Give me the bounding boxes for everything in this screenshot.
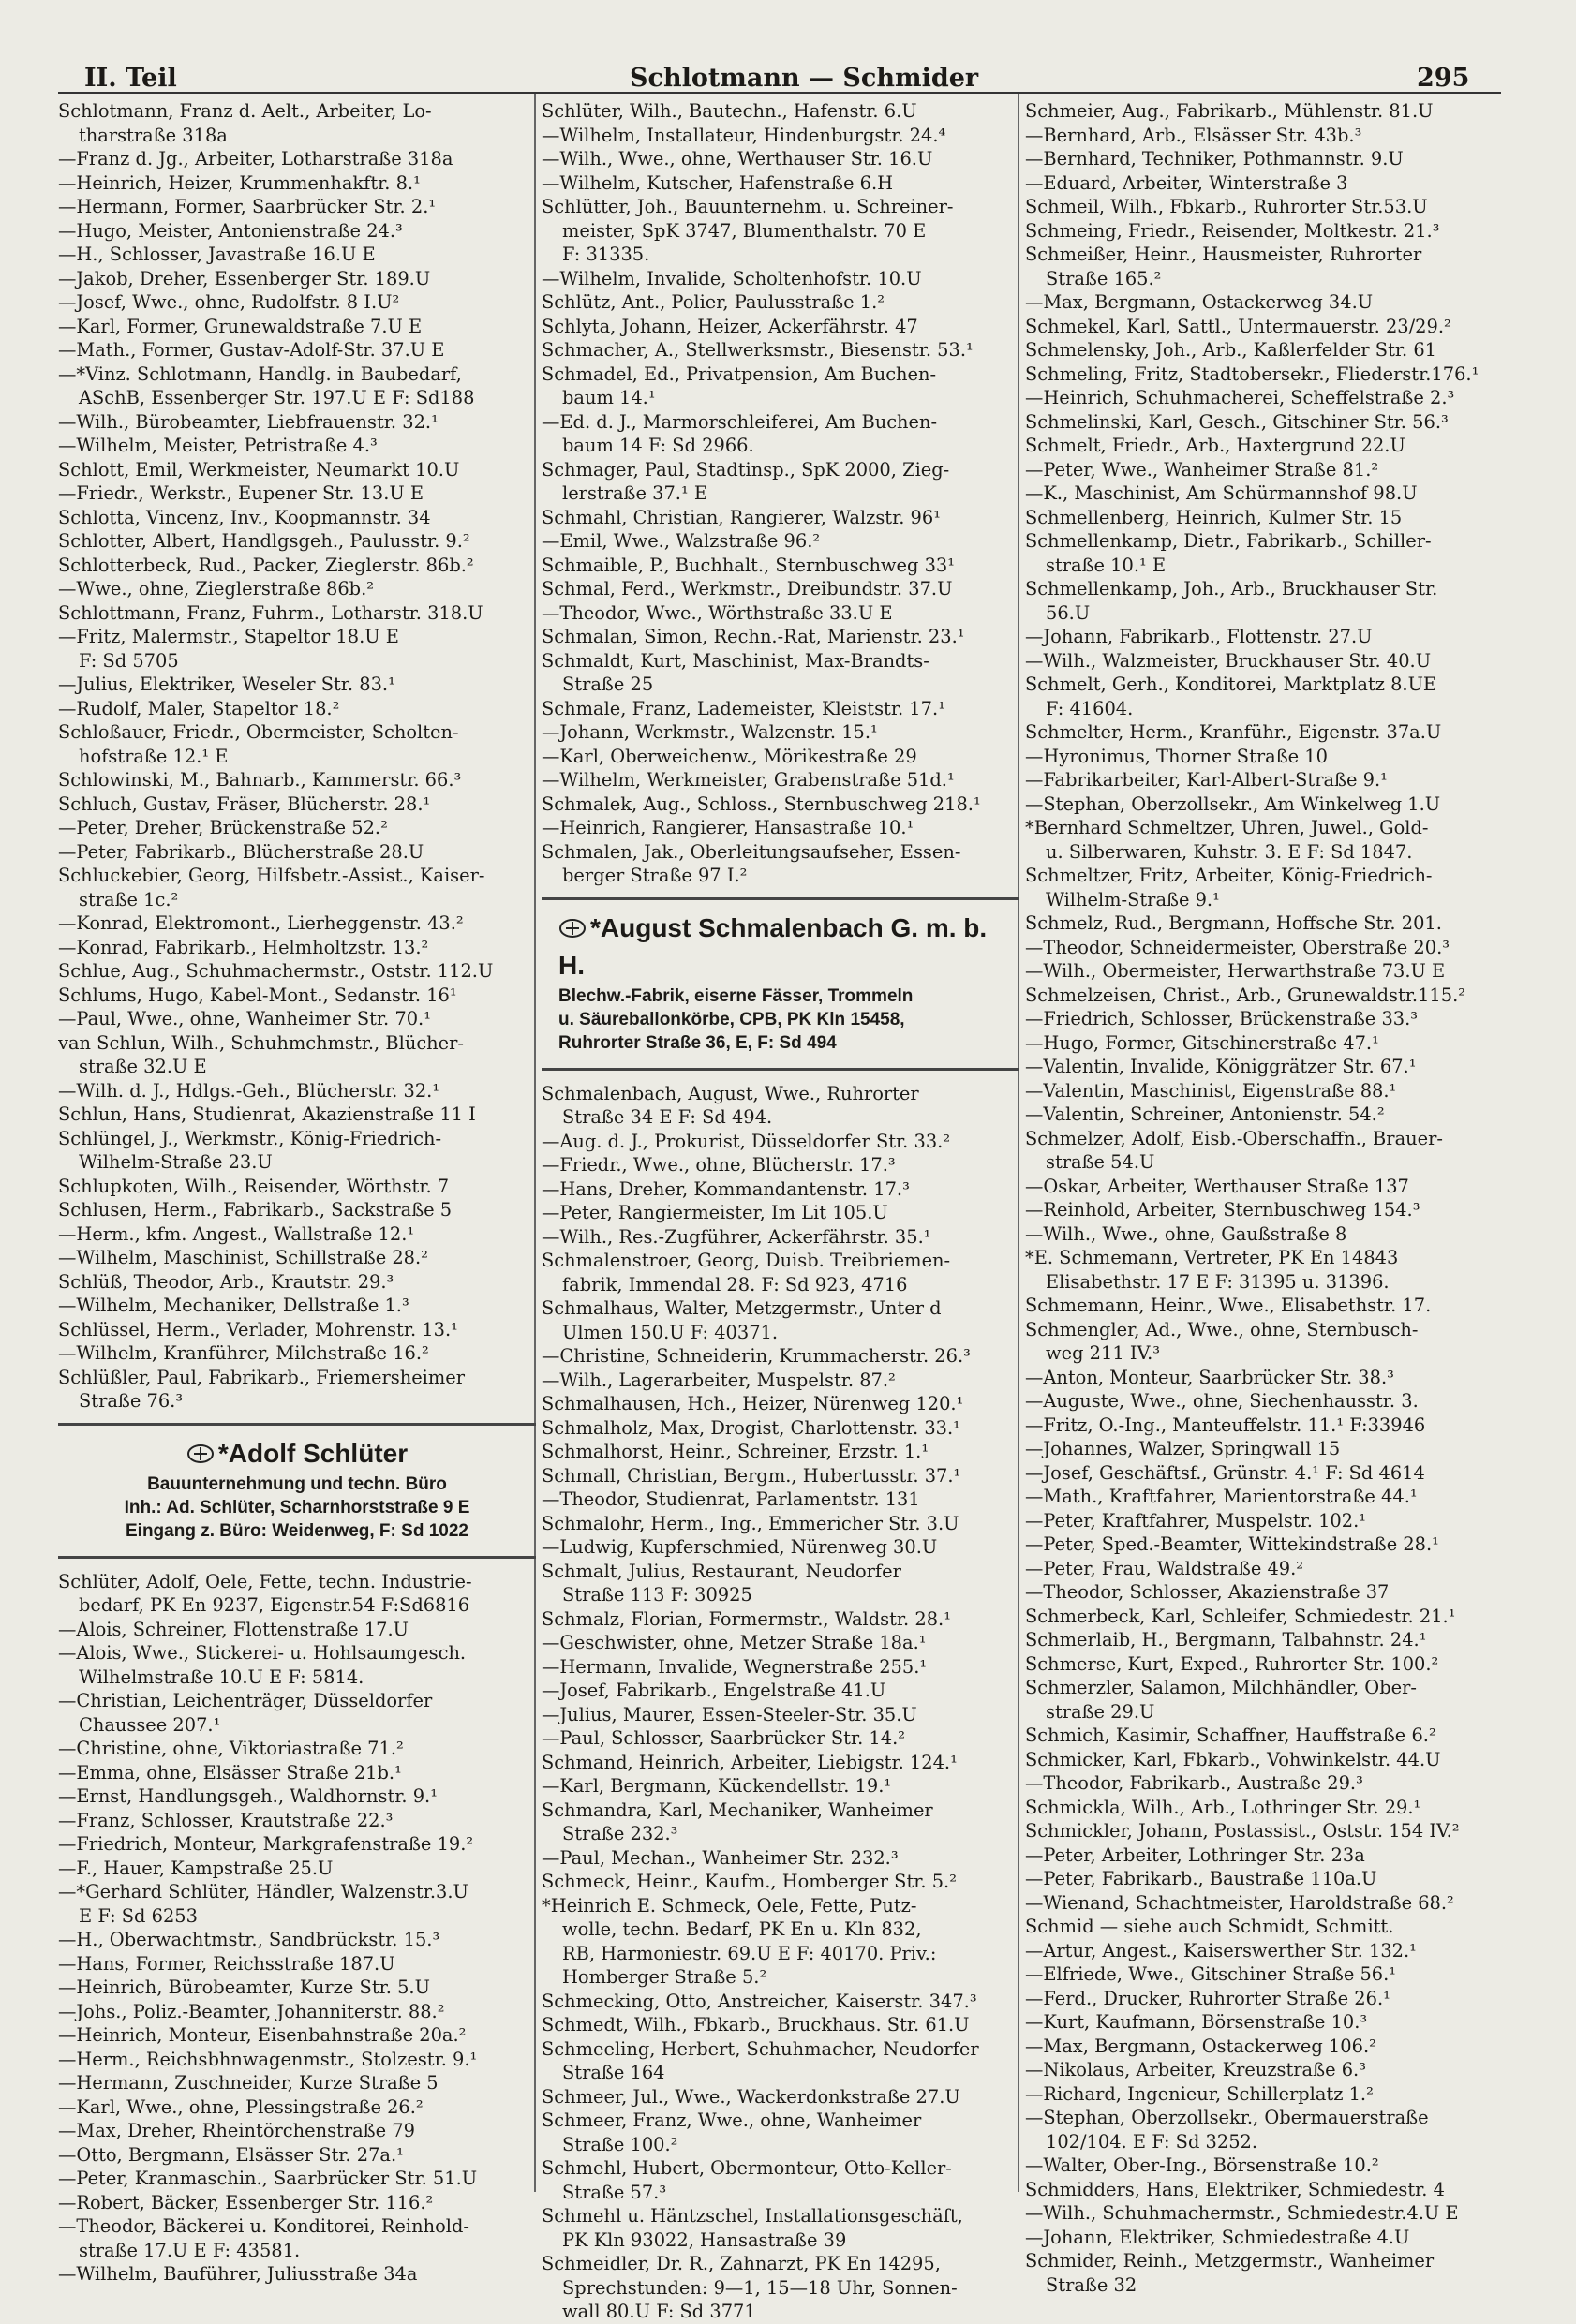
directory-entry: —Christine, ohne, Viktoriastraße 71.² — [58, 1738, 404, 1759]
directory-entry: —Friedrich, Schlosser, Brückenstraße 33.³ — [1025, 1008, 1419, 1029]
directory-entry-continuation: Straße 113 F: 30925 — [562, 1584, 752, 1606]
directory-entry: Schlun, Hans, Studienrat, Akazienstraße 11 I — [58, 1103, 476, 1125]
directory-entry: —Jakob, Dreher, Essenberger Str. 189.U — [58, 267, 431, 289]
directory-entry: —Wilh., Bürobeamter, Liebfrauenstr. 32.¹ — [58, 410, 439, 433]
directory-entry: Schmalhaus, Walter, Metzgermstr., Unter d — [542, 1297, 942, 1319]
directory-entry: Schmidders, Hans, Elektriker, Schmiedestr. 4 — [1025, 2178, 1445, 2200]
directory-entry: —Wilh., Obermeister, Herwarthstraße 73.U E — [1025, 960, 1446, 982]
directory-entry: Schmandra, Karl, Mechaniker, Wanheimer — [542, 1799, 933, 1821]
directory-entry: —Hugo, Meister, Antonienstraße 24.³ — [58, 219, 403, 242]
directory-entry-continuation: Wilhelmstraße 10.U E F: 5814. — [79, 1665, 364, 1688]
directory-entry: Schmeeling, Herbert, Schuhmacher, Neudorfer — [542, 2037, 979, 2060]
directory-entry-continuation: hofstraße 12.¹ E — [79, 745, 229, 767]
ad-line: Inh.: Ad. Schlüter, Scharnhorststraße 9 E — [124, 1497, 470, 1517]
entry-list — [542, 1082, 1019, 2324]
directory-entry: Schlusen, Herm., Fabrikarb., Sackstraße 5 — [58, 1199, 453, 1221]
directory-entry: —Theodor, Schlosser, Akazienstraße 37 — [1025, 1581, 1390, 1603]
directory-entry: —Hermann, Former, Saarbrücker Str. 2.¹ — [58, 196, 437, 217]
directory-entry: —F., Hauer, Kampstraße 25.U — [58, 1857, 334, 1879]
directory-entry: Schmalholz, Max, Drogist, Charlottenstr. 33.¹ — [542, 1416, 960, 1439]
column-3 — [1025, 99, 1503, 2297]
directory-entry-continuation: F: 41604. — [1046, 697, 1134, 719]
directory-entry: —Hans, Former, Reichsstraße 187.U — [58, 1952, 395, 1975]
directory-entry: —Peter, Kraftfahrer, Muspelstr. 102.¹ — [1025, 1509, 1367, 1532]
directory-entry-continuation: Ulmen 150.U F: 40371. — [562, 1321, 779, 1343]
directory-entry: —Bernhard, Techniker, Pothmannstr. 9.U — [1025, 148, 1404, 170]
directory-entry: Schlotter, Albert, Handlgsgeh., Paulusstr. 9.² — [58, 530, 470, 552]
directory-entry: —Richard, Ingenieur, Schillerplatz 1.² — [1025, 2082, 1374, 2105]
directory-entry: Schmalt, Julius, Restaurant, Neudorfer — [542, 1560, 901, 1582]
directory-entry: —Christian, Leichenträger, Düsseldorfer — [58, 1690, 433, 1711]
directory-entry: —Josef, Geschäftsf., Grünstr. 4.¹ F: Sd 4614 — [1025, 1461, 1425, 1484]
directory-entry: —Herm., kfm. Angest., Wallstraße 12.¹ — [58, 1222, 415, 1245]
column-2 — [542, 99, 1019, 2324]
part-label: II. Teil — [84, 64, 177, 93]
directory-entry: —Wilhelm, Invalide, Scholtenhofstr. 10.U — [542, 267, 922, 289]
directory-entry: —Fritz, O.-Ing., Manteuffelstr. 11.¹ F:33946 — [1025, 1414, 1426, 1436]
directory-entry: —Ludwig, Kupferschmied, Nürenweg 30.U — [542, 1536, 938, 1558]
directory-entry-continuation: F: Sd 5705 — [79, 649, 179, 672]
directory-entry: —Friedr., Wwe., ohne, Blücherstr. 17.³ — [542, 1154, 896, 1176]
directory-entry-continuation: Straße 100.² — [562, 2133, 678, 2155]
directory-entry: —Josef, Wwe., ohne, Rudolfstr. 8 I.U² — [58, 291, 400, 313]
directory-entry: —Peter, Kranmaschin., Saarbrücker Str. 51.U — [58, 2168, 478, 2189]
directory-entry-continuation: ASchB, Essenberger Str. 197.U E F: Sd188 — [79, 387, 475, 408]
directory-entry-continuation: wall 80.U F: Sd 3771 — [562, 2301, 756, 2322]
directory-entry: —Peter, Rangiermeister, Im Lit 105.U — [542, 1202, 888, 1223]
directory-entry: —Wilhelm, Bauführer, Juliusstraße 34a — [58, 2263, 418, 2285]
directory-entry: —Friedr., Werkstr., Eupener Str. 13.U E — [58, 482, 424, 504]
directory-entry: —Reinhold, Arbeiter, Sternbuschweg 154.³ — [1025, 1199, 1420, 1221]
directory-entry: Schmale, Franz, Lademeister, Kleiststr. 17.¹ — [542, 697, 945, 719]
ad-line: Bauunternehmung und techn. Büro — [147, 1473, 447, 1494]
directory-entry: —Fabrikarbeiter, Karl-Albert-Straße 9.¹ — [1025, 769, 1388, 791]
directory-entry: Schmelter, Herm., Kranführ., Eigenstr. 37a.U — [1025, 721, 1442, 743]
directory-entry: —Peter, Wwe., Wanheimer Straße 81.² — [1025, 458, 1379, 481]
directory-entry: van Schlun, Wilh., Schuhmchmstr., Blücher- — [58, 1031, 464, 1054]
directory-entry: Schlütter, Joh., Bauunternehm. u. Schreiner- — [542, 196, 954, 217]
directory-entry-continuation: E F: Sd 6253 — [79, 1904, 198, 1927]
directory-entry: —Paul, Mechan., Wanheimer Str. 232.³ — [542, 1846, 899, 1869]
directory-entry: —Bernhard, Arb., Elsässer Str. 43b.³ — [1025, 124, 1362, 146]
directory-entry-continuation: tharstraße 318a — [79, 124, 228, 146]
directory-entry-continuation: Chaussee 207.¹ — [79, 1713, 221, 1736]
directory-entry: —Valentin, Schreiner, Antonienstr. 54.² — [1025, 1103, 1385, 1125]
directory-entry: —Wilh., Schuhmachermstr., Schmiedestr.4.U E — [1025, 2202, 1459, 2224]
directory-entry: —Hermann, Zuschneider, Kurze Straße 5 — [58, 2072, 439, 2094]
header-rule — [58, 92, 1501, 94]
directory-entry: —Karl, Bergmann, Kückendellstr. 19.¹ — [542, 1775, 892, 1797]
directory-entry: —Wilh., Walzmeister, Bruckhauser Str. 40.U — [1025, 649, 1432, 672]
directory-entry: Schmerse, Kurt, Exped., Ruhrorter Str. 100.² — [1025, 1652, 1439, 1675]
directory-entry: —Max, Bergmann, Ostackerweg 34.U — [1025, 291, 1374, 313]
directory-entry: —Math., Kraftfahrer, Marientorstraße 44.¹ — [1025, 1486, 1418, 1507]
directory-entry-continuation: baum 14 F: Sd 2966. — [562, 435, 754, 456]
directory-entry: Schmekel, Karl, Sattl., Untermauerstr. 23/29.² — [1025, 315, 1451, 337]
directory-entry: —Julius, Maurer, Essen-Steeler-Str. 35.U — [542, 1703, 917, 1725]
directory-entry: —Stephan, Oberzollsekr., Am Winkelweg 1.U — [1025, 792, 1441, 815]
directory-entry: —Theodor, Wwe., Wörthstraße 33.U E — [542, 601, 893, 624]
directory-entry: Schmelinski, Karl, Gesch., Gitschiner Str. 56.³ — [1025, 410, 1449, 433]
directory-entry: Schmelt, Gerh., Konditorei, Marktplatz 8.UE — [1025, 674, 1437, 695]
directory-entry: Schmerlaib, H., Bergmann, Talbahnstr. 24.¹ — [1025, 1629, 1427, 1650]
directory-entry: Schlütz, Ant., Polier, Paulusstraße 1.² — [542, 291, 885, 313]
directory-entry: —Anton, Monteur, Saarbrücker Str. 38.³ — [1025, 1366, 1394, 1388]
directory-entry: —Max, Bergmann, Ostackerweg 106.² — [1025, 2035, 1376, 2057]
directory-entry: Schlotmann, Franz d. Aelt., Arbeiter, Lo- — [58, 100, 432, 122]
directory-entry: —Wilhelm, Meister, Petristraße 4.³ — [58, 435, 378, 456]
directory-entry: Schlue, Aug., Schuhmachermstr., Oststr. 112.U — [58, 960, 494, 982]
directory-entry: Schmahl, Christian, Rangierer, Walzstr. 96¹ — [542, 506, 941, 528]
directory-entry: —Eduard, Arbeiter, Winterstraße 3 — [1025, 171, 1348, 194]
directory-entry: *Bernhard Schmeltzer, Uhren, Juwel., Gold- — [1025, 817, 1429, 838]
directory-entry: —Karl, Oberweichenw., Mörikestraße 29 — [542, 745, 917, 767]
directory-entry: —Wilhelm, Kranführer, Milchstraße 16.² — [58, 1342, 429, 1364]
directory-entry: —Otto, Bergmann, Elsässer Str. 27a.¹ — [58, 2143, 404, 2166]
directory-entry-continuation: wolle, techn. Bedarf, PK En u. Kln 832, — [562, 1918, 922, 1940]
directory-entry: —Wilhelm, Werkmeister, Grabenstraße 51d.¹ — [542, 769, 955, 791]
directory-entry: —Alois, Wwe., Stickerei- u. Hohlsaumgesch. — [58, 1642, 467, 1664]
ad-line: Ruhrorter Straße 36, E, F: Sd 494 — [558, 1032, 837, 1053]
directory-entry: Schluckebier, Georg, Hilfsbetr.-Assist., Kaiser- — [58, 865, 485, 886]
directory-entry: —Peter, Fabrikarb., Baustraße 110a.U — [1025, 1868, 1377, 1889]
directory-entry-continuation: Homberger Straße 5.² — [562, 1966, 767, 1988]
directory-entry-continuation: Straße 32 — [1046, 2273, 1137, 2296]
directory-entry-continuation: Straße 165.² — [1046, 267, 1162, 289]
directory-entry-continuation: meister, SpK 3747, Blumenthalstr. 70 E — [562, 219, 927, 242]
directory-entry-continuation: fabrik, Immendal 28. F: Sd 923, 4716 — [562, 1273, 908, 1295]
directory-entry: Schlums, Hugo, Kabel-Mont., Sedanstr. 16¹ — [58, 984, 457, 1006]
directory-entry: Schloßauer, Friedr., Obermeister, Scholten- — [58, 721, 459, 743]
ad-line: u. Säureballonkörbe, CPB, PK Kln 15458, — [558, 1009, 905, 1029]
ad-line: Eingang z. Büro: Weidenweg, F: Sd 1022 — [126, 1520, 468, 1541]
directory-entry: —Emma, ohne, Elsässer Straße 21b.¹ — [58, 1761, 402, 1784]
directory-entry: —Wilhelm, Installateur, Hindenburgstr. 24.⁴ — [542, 124, 946, 146]
directory-entry: Schmaldt, Kurt, Maschinist, Max-Brandts- — [542, 649, 929, 672]
directory-entry: Schmalek, Aug., Schloss., Sternbuschweg 218.¹ — [542, 792, 981, 815]
directory-entry: Schmelzeisen, Christ., Arb., Grunewaldstr.115.² — [1025, 984, 1466, 1006]
directory-entry: Schmalhausen, Hch., Heizer, Nürenweg 120.¹ — [542, 1393, 964, 1414]
directory-entry: —Theodor, Bäckerei u. Konditorei, Reinhold- — [58, 2215, 469, 2237]
directory-entry: —Herm., Reichsbhnwagenmstr., Stolzestr. 9.¹ — [58, 2048, 478, 2070]
directory-entry: —Wilh., Wwe., ohne, Gaußstraße 8 — [1025, 1222, 1347, 1245]
directory-entry-continuation: 102/104. E F: Sd 3252. — [1046, 2130, 1258, 2153]
directory-entry: —Franz, Schlosser, Krautstraße 22.³ — [58, 1809, 394, 1831]
directory-entry: —Valentin, Maschinist, Eigenstraße 88.¹ — [1025, 1079, 1397, 1102]
directory-entry: —Hermann, Invalide, Wegnerstraße 255.¹ — [542, 1655, 928, 1678]
directory-entry: —Valentin, Invalide, Königgrätzer Str. 67.¹ — [1025, 1056, 1417, 1077]
directory-entry-continuation: baum 14.¹ — [562, 387, 656, 408]
directory-entry-continuation: straße 29.U — [1046, 1700, 1155, 1723]
directory-entry: —Ernst, Handlungsgeh., Waldhornstr. 9.¹ — [58, 1785, 438, 1807]
directory-entry: —Geschwister, ohne, Metzer Straße 18a.¹ — [542, 1632, 927, 1653]
directory-entry: Schmerzler, Salamon, Milchhändler, Ober- — [1025, 1677, 1417, 1698]
directory-entry: Schluch, Gustav, Fräser, Blücherstr. 28.¹ — [58, 792, 431, 815]
directory-entry: Schmalohr, Herm., Ing., Emmericher Str. 3.U — [542, 1512, 959, 1534]
directory-entry: Schmid — siehe auch Schmidt, Schmitt. — [1025, 1916, 1394, 1937]
directory-entry: —Math., Former, Gustav-Adolf-Str. 37.U E — [58, 339, 445, 361]
directory-entry: —Paul, Schlosser, Saarbrücker Str. 14.² — [542, 1727, 906, 1749]
directory-entry: Schmeidler, Dr. R., Zahnarzt, PK En 14295, — [542, 2253, 941, 2274]
directory-entry-continuation: straße 10.¹ E — [1046, 554, 1167, 576]
directory-entry: —Max, Dreher, Rheintörchenstraße 79 — [58, 2120, 415, 2141]
directory-entry: Schmalhorst, Heinr., Schreiner, Erzstr. 1.¹ — [542, 1441, 929, 1462]
directory-entry: —Wilhelm, Mechaniker, Dellstraße 1.³ — [58, 1295, 409, 1316]
directory-entry: —*Vinz. Schlotmann, Handlg. in Baubedarf, — [58, 363, 462, 385]
directory-entry: Schmellenkamp, Dietr., Fabrikarb., Schiller- — [1025, 530, 1432, 552]
directory-entry: Schmellenkamp, Joh., Arb., Bruckhauser Str. — [1025, 578, 1438, 600]
directory-entry: Schlüssel, Herm., Verlader, Mohrenstr. 13.¹ — [58, 1318, 458, 1340]
directory-entry: —Peter, Fabrikarb., Blücherstraße 28.U — [58, 840, 424, 863]
directory-entry: Schmeck, Heinr., Kaufm., Homberger Str. 5.² — [542, 1871, 957, 1892]
directory-entry: —Ferd., Drucker, Ruhrorter Straße 26.¹ — [1025, 1987, 1390, 2009]
directory-entry: Schmelzer, Adolf, Eisb.-Oberschaffn., Brauer- — [1025, 1127, 1443, 1149]
directory-entry: Schmalan, Simon, Rechn.-Rat, Marienstr. 23.¹ — [542, 626, 965, 647]
directory-entry: —K., Maschinist, Am Schürmannshof 98.U — [1025, 482, 1418, 504]
firm-logo-icon — [558, 918, 587, 939]
directory-entry: —Johann, Werkmstr., Walzenstr. 15.¹ — [542, 721, 878, 743]
directory-entry: Schlottmann, Franz, Fuhrm., Lotharstr. 318.U — [58, 601, 483, 624]
directory-entry: —Fritz, Malermstr., Stapeltor 18.U E — [58, 626, 399, 647]
directory-entry: Schmecking, Otto, Anstreicher, Kaiserstr. 347.³ — [542, 1990, 977, 2012]
directory-entry: Schmedt, Wilh., Fbkarb., Bruckhaus. Str. 61.U — [542, 2014, 970, 2035]
directory-entry: Schmacher, A., Stellwerksmstr., Biesenstr. 53.¹ — [542, 339, 974, 361]
entry-list — [58, 1570, 536, 2287]
directory-entry-continuation: straße 54.U — [1046, 1151, 1155, 1173]
directory-entry: Schmellenberg, Heinrich, Kulmer Str. 15 — [1025, 506, 1403, 528]
directory-entry: —Emil, Wwe., Walzstraße 96.² — [542, 530, 821, 552]
directory-entry: —Peter, Frau, Waldstraße 49.² — [1025, 1557, 1304, 1579]
directory-entry: —Elfriede, Wwe., Gitschiner Straße 56.¹ — [1025, 1963, 1397, 1985]
directory-entry: —*Gerhard Schlüter, Händler, Walzenstr.3.U — [58, 1881, 468, 1902]
directory-entry: —Franz d. Jg., Arbeiter, Lotharstraße 318a — [58, 148, 453, 170]
directory-entry-continuation: Wilhelm-Straße 23.U — [79, 1151, 273, 1173]
directory-entry: Schmalen, Jak., Oberleitungsaufseher, Essen- — [542, 840, 961, 863]
directory-entry: Schmeier, Aug., Fabrikarb., Mühlenstr. 81.U — [1025, 100, 1434, 122]
directory-entry: Schmager, Paul, Stadtinsp., SpK 2000, Zieg- — [542, 458, 950, 481]
directory-entry: Schmadel, Ed., Privatpension, Am Buchen- — [542, 363, 937, 385]
directory-entry: Schmengler, Ad., Wwe., ohne, Sternbusch- — [1025, 1318, 1419, 1340]
directory-entry: Schmider, Reinh., Metzgermstr., Wanheimer — [1025, 2250, 1435, 2272]
directory-entry: —Karl, Former, Grunewaldstraße 7.U E — [58, 315, 423, 337]
directory-entry-continuation: Straße 164 — [562, 2062, 665, 2083]
directory-entry: —Johannes, Walzer, Springwall 15 — [1025, 1438, 1341, 1459]
directory-entry: —Julius, Elektriker, Weseler Str. 83.¹ — [58, 674, 395, 695]
directory-entry: Schmalenstroer, Georg, Duisb. Treibriemen- — [542, 1250, 951, 1271]
column-1 — [58, 99, 536, 2287]
directory-entry: —Walter, Ober-Ing., Börsenstraße 10.² — [1025, 2154, 1379, 2176]
directory-entry-continuation: u. Silberwaren, Kuhstr. 3. E F: Sd 1847. — [1046, 840, 1413, 863]
directory-entry-continuation: Straße 34 E F: Sd 494. — [562, 1106, 773, 1128]
directory-entry: Schmeltzer, Fritz, Arbeiter, König-Friedrich- — [1025, 865, 1433, 886]
directory-entry: —Konrad, Elektromont., Lierheggenstr. 43.² — [58, 912, 464, 934]
directory-entry: —Wilh., Res.-Zugführer, Ackerfährstr. 35.¹ — [542, 1225, 931, 1248]
directory-entry-continuation: F: 31335. — [562, 244, 650, 265]
directory-entry: —Paul, Wwe., ohne, Wanheimer Str. 70.¹ — [58, 1008, 431, 1029]
directory-entry: —Rudolf, Maler, Stapeltor 18.² — [58, 697, 340, 719]
running-title: Schlotmann — Schmider — [630, 64, 979, 93]
directory-entry-continuation: bedarf, PK En 9237, Eigenstr.54 F:Sd6816 — [79, 1594, 470, 1616]
directory-entry-continuation: Straße 57.³ — [562, 2181, 667, 2203]
directory-entry: Schlupkoten, Wilh., Reisender, Wörthstr. 7 — [58, 1175, 450, 1197]
directory-entry: —Johann, Fabrikarb., Flottenstr. 27.U — [1025, 626, 1373, 647]
directory-entry: —Theodor, Fabrikarb., Austraße 29.³ — [1025, 1772, 1363, 1794]
directory-entry: —Wilh., Wwe., ohne, Werthauser Str. 16.U — [542, 148, 933, 170]
directory-entry-continuation: straße 1c.² — [79, 888, 179, 910]
directory-entry: —Alois, Schreiner, Flottenstraße 17.U — [58, 1618, 409, 1640]
directory-entry: Schmicker, Karl, Fbkarb., Vohwinkelstr. 44.U — [1025, 1748, 1441, 1770]
directory-entry: —Auguste, Wwe., ohne, Siechenhausstr. 3. — [1025, 1390, 1419, 1412]
directory-entry: Schmeling, Fritz, Stadtobersekr., Fliederstr.176.¹ — [1025, 363, 1479, 385]
directory-entry: —Konrad, Fabrikarb., Helmholtzstr. 13.² — [58, 936, 429, 958]
directory-entry-continuation: PK Kln 93022, Hansastraße 39 — [562, 2228, 847, 2251]
entry-list — [58, 99, 536, 1414]
directory-entry: —Johs., Poliz.-Beamter, Johanniterstr. 88.² — [58, 2000, 445, 2022]
directory-entry-continuation: Wilhelm-Straße 9.¹ — [1046, 888, 1220, 910]
advertisement-box — [542, 897, 1019, 1071]
directory-entry: —Heinrich, Schuhmacherei, Scheffelstraße 2.³ — [1025, 387, 1455, 408]
ad-firm-name: *Adolf Schlüter — [217, 1438, 409, 1468]
directory-entry: *Heinrich E. Schmeck, Oele, Fette, Putz- — [542, 1894, 917, 1917]
directory-entry: Schmeer, Jul., Wwe., Wackerdonkstraße 27.U — [542, 2085, 960, 2108]
directory-entry: Schmehl u. Häntzschel, Installationsgeschäft, — [542, 2205, 963, 2227]
directory-entry: Schmaible, P., Buchhalt., Sternbuschweg 33¹ — [542, 554, 956, 576]
directory-entry-continuation: lerstraße 37.¹ E — [562, 482, 708, 504]
directory-entry: Schmeer, Franz, Wwe., ohne, Wanheimer — [542, 2109, 922, 2131]
directory-entry: Schlüß, Theodor, Arb., Krautstr. 29.³ — [58, 1270, 394, 1293]
directory-entry: —Hugo, Former, Gitschinerstraße 47.¹ — [1025, 1031, 1379, 1054]
directory-entry: —Oskar, Arbeiter, Werthauser Straße 137 — [1025, 1175, 1409, 1197]
directory-entry: Schlüngel, J., Werkmstr., König-Friedrich- — [58, 1127, 442, 1149]
directory-entry: —Kurt, Kaufmann, Börsenstraße 10.³ — [1025, 2011, 1368, 2033]
advertisement-box — [58, 1423, 536, 1559]
directory-entry: —Wilh. d. J., Hdlgs.-Geh., Blücherstr. 32.¹ — [58, 1079, 440, 1102]
directory-entry-continuation: 56.U — [1046, 601, 1091, 624]
directory-entry: —Robert, Bäcker, Essenberger Str. 116.² — [58, 2191, 434, 2213]
directory-entry: —Wilh., Lagerarbeiter, Muspelstr. 87.² — [542, 1369, 896, 1391]
directory-entry-continuation: Sprechstunden: 9—1, 15—18 Uhr, Sonnen- — [562, 2276, 958, 2299]
directory-entry: Schmelensky, Joh., Arb., Kaßlerfelder Str. 61 — [1025, 339, 1437, 361]
directory-entry: Schmich, Kasimir, Schaffner, Hauffstraße 6.² — [1025, 1724, 1436, 1746]
firm-logo-icon — [186, 1443, 215, 1464]
directory-entry: Schlüter, Adolf, Oele, Fette, techn. Industrie- — [58, 1570, 472, 1592]
directory-entry: Schmalenbach, August, Wwe., Ruhrorter — [542, 1082, 919, 1104]
directory-entry: Schlotta, Vincenz, Inv., Koopmannstr. 34 — [58, 506, 431, 528]
directory-entry: Schmemann, Heinr., Wwe., Elisabethstr. 17. — [1025, 1295, 1432, 1316]
directory-entry: Schmehl, Hubert, Obermonteur, Otto-Keller- — [542, 2157, 952, 2179]
directory-entry: —Ed. d. J., Marmorschleiferei, Am Buchen- — [542, 410, 938, 433]
directory-entry-continuation: berger Straße 97 I.² — [562, 865, 748, 886]
directory-entry: —Peter, Arbeiter, Lothringer Str. 23a — [1025, 1843, 1365, 1866]
directory-entry: Schmeißer, Heinr., Hausmeister, Ruhrorter — [1025, 244, 1422, 265]
directory-entry: —Wwe., ohne, Zieglerstraße 86b.² — [58, 578, 375, 600]
directory-entry: Schmal, Ferd., Werkmstr., Dreibundstr. 37.U — [542, 578, 953, 600]
directory-entry: Schmeing, Friedr., Reisender, Moltkestr. 21.³ — [1025, 219, 1440, 242]
page-number: 295 — [1417, 64, 1470, 93]
directory-entry-continuation: Straße 232.³ — [562, 1823, 678, 1844]
directory-entry-continuation: straße 32.U E — [79, 1056, 207, 1077]
directory-entry: Schmall, Christian, Bergm., Hubertusstr. 37.¹ — [542, 1464, 961, 1487]
directory-entry: —Josef, Fabrikarb., Engelstraße 41.U — [542, 1680, 886, 1701]
directory-entry: —Christine, Schneiderin, Krummacherstr. 26.³ — [542, 1345, 971, 1367]
directory-entry: Schlowinski, M., Bahnarb., Kammerstr. 66.³ — [58, 769, 462, 791]
directory-entry: Schmand, Heinrich, Arbeiter, Liebigstr. 124.¹ — [542, 1751, 958, 1773]
entry-list — [1025, 99, 1503, 2297]
directory-entry: —Karl, Wwe., ohne, Plessingstraße 26.² — [58, 2095, 424, 2118]
directory-entry: —Peter, Sped.-Beamter, Wittekindstraße 28.¹ — [1025, 1533, 1439, 1555]
directory-entry: Schmelz, Rud., Bergmann, Hoffsche Str. 201. — [1025, 912, 1442, 934]
directory-entry: —Hans, Dreher, Kommandantenstr. 17.³ — [542, 1177, 910, 1200]
directory-entry: —Heinrich, Bürobeamter, Kurze Str. 5.U — [58, 1976, 430, 1998]
directory-entry: —Heinrich, Rangierer, Hansastraße 10.¹ — [542, 817, 914, 838]
directory-entry: Schlotterbeck, Rud., Packer, Zieglerstr. 86b.² — [58, 554, 474, 576]
directory-entry: —Wilhelm, Maschinist, Schillstraße 28.² — [58, 1247, 428, 1268]
directory-entry: *E. Schmemann, Vertreter, PK En 14843 — [1025, 1247, 1399, 1268]
directory-entry: —Friedrich, Monteur, Markgrafenstraße 19.² — [58, 1833, 474, 1855]
directory-entry: —H., Schlosser, Javastraße 16.U E — [58, 244, 376, 265]
ad-line: Blechw.-Fabrik, eiserne Fässer, Trommeln — [558, 985, 914, 1006]
directory-entry: Schlott, Emil, Werkmeister, Neumarkt 10.U — [58, 458, 460, 481]
directory-entry: —Aug. d. J., Prokurist, Düsseldorfer Str. 33.² — [542, 1130, 951, 1152]
ad-firm-name: *August Schmalenbach G. m. b. H. — [558, 912, 988, 980]
directory-entry: —Hyronimus, Thorner Straße 10 — [1025, 745, 1328, 767]
directory-entry: Schmalz, Florian, Formermstr., Waldstr. 28.¹ — [542, 1607, 951, 1630]
entry-list — [542, 99, 1019, 888]
directory-entry: —Theodor, Schneidermeister, Oberstraße 20.³ — [1025, 936, 1450, 958]
directory-entry: —Stephan, Oberzollsekr., Obermauerstraße — [1025, 2107, 1429, 2128]
directory-entry: Schmerbeck, Karl, Schleifer, Schmiedestr. 21.¹ — [1025, 1605, 1456, 1627]
directory-entry: —Heinrich, Heizer, Krummenhakftr. 8.¹ — [58, 171, 421, 194]
directory-entry-continuation: Elisabethstr. 17 E F: 31395 u. 31396. — [1046, 1270, 1390, 1293]
directory-entry: Schmickla, Wilh., Arb., Lothringer Str. 29.¹ — [1025, 1796, 1421, 1818]
directory-entry: Schlüßler, Paul, Fabrikarb., Friemersheimer — [58, 1366, 466, 1388]
directory-entry-continuation: RB, Harmoniestr. 69.U E F: 40170. Priv.: — [562, 1942, 937, 1964]
directory-entry: —Wilhelm, Kutscher, Hafenstraße 6.H — [542, 171, 894, 194]
directory-entry-continuation: straße 17.U E F: 43581. — [79, 2239, 301, 2261]
directory-entry: Schlüter, Wilh., Bautechn., Hafenstr. 6.U — [542, 100, 917, 122]
directory-entry-continuation: weg 211 IV.³ — [1046, 1342, 1161, 1364]
directory-entry: Schmeil, Wilh., Fbkarb., Ruhrorter Str.53.U — [1025, 196, 1428, 217]
directory-entry-continuation: Straße 25 — [562, 674, 654, 695]
directory-entry: Schmickler, Johann, Postassist., Oststr. 154 IV.² — [1025, 1820, 1460, 1842]
directory-entry-continuation: Straße 76.³ — [79, 1390, 184, 1412]
directory-entry: —Nikolaus, Arbeiter, Kreuzstraße 6.³ — [1025, 2059, 1366, 2080]
directory-entry: —Artur, Angest., Kaiserswerther Str. 132.¹ — [1025, 1939, 1417, 1961]
directory-entry: —Heinrich, Monteur, Eisenbahnstraße 20a.² — [58, 2024, 467, 2046]
directory-entry: —Johann, Elektriker, Schmiedestraße 4.U — [1025, 2226, 1410, 2248]
directory-entry: Schlyta, Johann, Heizer, Ackerfährstr. 47 — [542, 315, 918, 337]
directory-entry: —H., Oberwachtmstr., Sandbrückstr. 15.³ — [58, 1929, 440, 1950]
directory-entry: —Wienand, Schachtmeister, Haroldstraße 68.² — [1025, 1891, 1454, 1914]
directory-entry: Schmelt, Friedr., Arb., Haxtergrund 22.U — [1025, 435, 1405, 456]
directory-entry: —Peter, Dreher, Brückenstraße 52.² — [58, 817, 388, 838]
directory-entry: —Theodor, Studienrat, Parlamentstr. 131 — [542, 1488, 920, 1510]
